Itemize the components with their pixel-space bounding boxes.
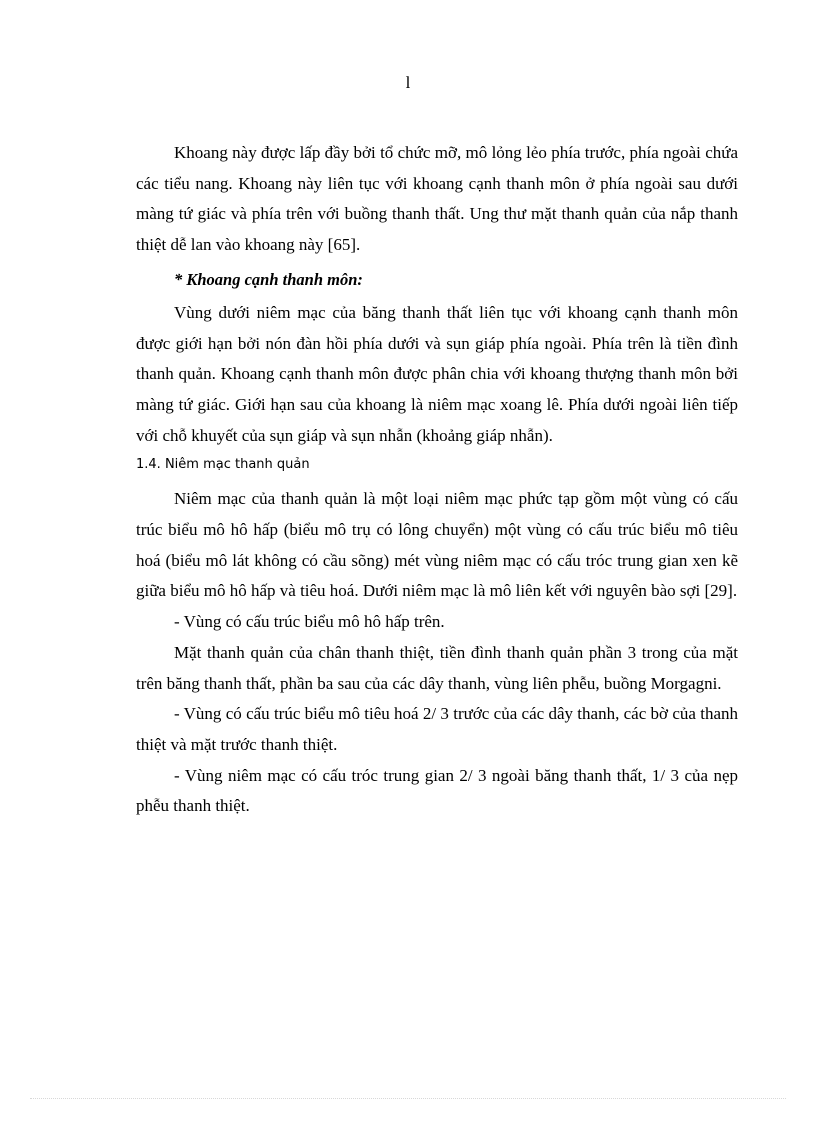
list-item-intermediate: - Vùng niêm mạc có cấu tróc trung gian 2/ 3 ngoài băng thanh thất, 1/ 3 của nẹp phễu thanh thiệt.: [136, 765, 738, 816]
list-item-digestive: - Vùng có cấu trúc biểu mô tiêu hoá 2/ 3 trước của các dây thanh, các bờ của thanh thiệt và mặt trước thanh thiệt.: [136, 704, 738, 754]
section-heading: 1.4. Niêm mạc thanh quản: [136, 457, 310, 473]
page-number: l: [405, 73, 411, 92]
subheading-khoang-canh-thanh-mon: * Khoang cạnh thanh môn:: [174, 269, 363, 289]
paragraph-1: Khoang này được lấp đầy bởi tổ chức mỡ, mô lỏng lẻo phía trước, phía ngoài chứa các tiểu nang. Khoang này liên tục với khoang cạnh thanh môn ở phía ngoài sau dưới màng tứ giác và phía trên với buồng thanh thất. Ung thư mặt thanh quản của nắp thanh thiệt dễ lan vào khoang này [65].: [136, 143, 738, 255]
paragraph-2: Vùng dưới niêm mạc của băng thanh thất liên tục với khoang cạnh thanh môn được giới hạn bởi nón đàn hồi phía dưới và sụn giáp phía ngoài. Phía trên là tiền đình thanh quản. Khoang cạnh thanh môn được phân chia với khoang thượng thanh môn bởi màng tứ giác. Giới hạn sau của khoang là niêm mạc xoang lê. Phía dưới ngoài liên tiếp với chỗ khuyết của sụn giáp và sụn nhẫn (khoảng giáp nhẫn).: [136, 302, 738, 445]
paragraph-3: Niêm mạc của thanh quản là một loại niêm mạc phức tạp gồm một vùng có cấu trúc biểu mô hô hấp (biểu mô trụ có lông chuyển) một vùng có cấu trúc biểu mô tiêu hoá (biểu mô lát không có cầu sõng) mét vùng niêm mạc có cấu tróc trung gian xen kẽ giữa biểu mô hô hấp và tiêu hoá. Dưới niêm mạc là mô liên kết với nguyên bào sợi [29].: [136, 489, 738, 601]
document-body: [136, 138, 738, 822]
footer-divider: [30, 1098, 786, 1099]
paragraph-4: Mặt thanh quản của chân thanh thiệt, tiền đình thanh quản phần 3 trong của mặt trên băng thanh thất, phần ba sau của các dây thanh, vùng liên phễu, buồng Morgagni.: [136, 642, 738, 693]
list-item-respiratory: - Vùng có cấu trúc biểu mô hô hấp trên.: [174, 612, 445, 632]
